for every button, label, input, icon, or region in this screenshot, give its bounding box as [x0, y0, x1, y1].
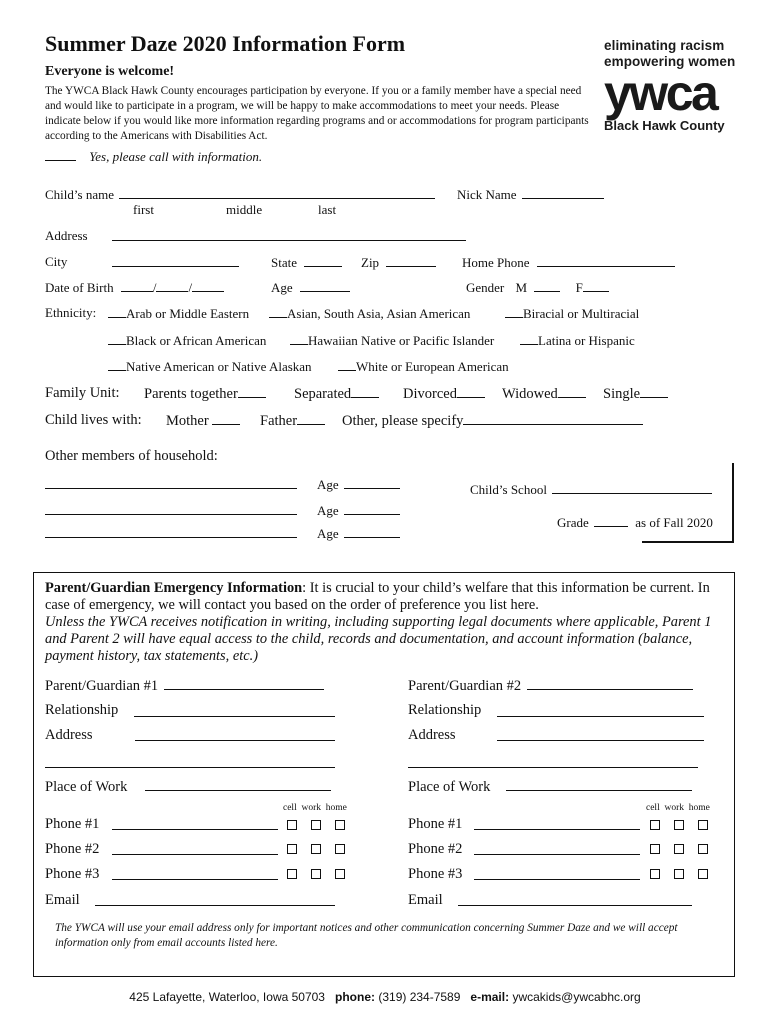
household-age-field[interactable] — [344, 476, 400, 489]
family-unit-option-label: Widowed — [502, 386, 558, 402]
footer — [0, 990, 770, 1004]
family-unit-option-label: Divorced — [403, 386, 457, 402]
parent2-relationship-field[interactable] — [497, 704, 704, 717]
footer-phone: (319) 234-7589 — [378, 990, 461, 1004]
parent1-phone-types — [283, 803, 347, 813]
parent1-work-label: Place of Work — [45, 779, 128, 795]
household-member-field[interactable] — [45, 525, 297, 538]
ywca-logo — [604, 38, 735, 134]
call-option-blank[interactable] — [45, 148, 76, 161]
home-checkbox[interactable] — [698, 869, 708, 879]
parent1-field[interactable] — [164, 677, 324, 690]
parent1-email-label: Email — [45, 892, 80, 908]
parent2-phone2-label: Phone #2 — [408, 841, 463, 857]
lives-with-blank — [297, 412, 325, 425]
state-label: State — [271, 255, 297, 270]
ethnicity-option[interactable] — [290, 332, 494, 349]
ethnicity-blank — [505, 305, 523, 318]
email-disclaimer: The YWCA will use your email address only for important notices and other communication concerning Summer Daze and we will accept information only from email accounts listed here. — [55, 922, 678, 949]
page-title: Summer Daze 2020 Information Form — [45, 31, 406, 56]
parent1-relationship-field[interactable] — [134, 704, 335, 717]
address-field[interactable] — [112, 228, 466, 241]
ethnicity-option-label: Arab or Middle Eastern — [126, 306, 250, 321]
lives-with-other-field[interactable] — [463, 412, 643, 425]
city-label: City — [45, 254, 68, 269]
phone-type-cell: cell — [646, 803, 660, 813]
parent1-work-row — [45, 778, 331, 796]
ethnicity-option[interactable] — [520, 332, 635, 349]
parent1-label: Parent/Guardian #1 — [45, 678, 159, 694]
zip-label: Zip — [361, 255, 380, 270]
logo-tagline-2: empowering women — [604, 54, 736, 69]
family-unit-option[interactable] — [603, 385, 668, 403]
parent1-phone2-types — [287, 844, 345, 854]
cell-checkbox[interactable] — [287, 844, 297, 854]
work-checkbox[interactable] — [674, 844, 684, 854]
ethnicity-option[interactable] — [108, 305, 249, 322]
call-option-row — [45, 148, 262, 165]
ethnicity-option-label: Native American or Native Alaskan — [126, 359, 312, 374]
city-field[interactable] — [112, 254, 239, 267]
parent2-phone-types — [646, 803, 710, 813]
home-checkbox[interactable] — [335, 844, 345, 854]
cell-checkbox[interactable] — [650, 869, 660, 879]
emergency-intro — [45, 580, 725, 665]
emergency-text: : It is crucial to your child’s welfare that this information be current. In case of emergency, we will contact you based on the order of preference you list here. — [45, 580, 710, 613]
work-checkbox[interactable] — [674, 869, 684, 879]
intro-paragraph: The YWCA Black Hawk County encourages participation by everyone. If you or a family member have a special need and would like to participate in a program, we will be happy to make accommodations to meet your needs. Please indicate below if you would like more information regarding programs and or accommodations for program participants according to the Americans with Disabilities Act. — [45, 85, 589, 142]
lives-with-option[interactable] — [166, 412, 240, 430]
home-checkbox[interactable] — [335, 820, 345, 830]
ethnicity-blank — [338, 358, 356, 371]
parent2-work-field[interactable] — [506, 778, 692, 791]
work-checkbox[interactable] — [674, 820, 684, 830]
family-unit-option[interactable] — [294, 385, 379, 403]
parent2-address-field-2[interactable] — [408, 755, 698, 768]
parent2-phone2-field[interactable] — [474, 842, 640, 855]
emergency-italic-text: Unless the YWCA receives notification in writing, including supporting legal documents where applicable, Parent 1 and Parent 2 will have equal access to the child, records and documentation, and account information (balance, payment history, tax statements, etc.) — [45, 614, 712, 664]
parent2-phone3-label: Phone #3 — [408, 866, 463, 882]
parent1-phone2-label: Phone #2 — [45, 841, 100, 857]
parent2-address-label: Address — [408, 727, 456, 743]
parent2-phone1-field[interactable] — [474, 817, 640, 830]
cell-checkbox[interactable] — [650, 820, 660, 830]
family-unit-blank — [558, 385, 586, 398]
parent1-row — [45, 677, 324, 695]
household-age-row — [317, 476, 400, 493]
grade-field[interactable] — [594, 514, 628, 527]
parent1-address-label: Address — [45, 727, 93, 743]
family-unit-blank — [238, 385, 266, 398]
lives-with-option-label: Father — [260, 413, 298, 429]
phone-type-home: home — [688, 803, 710, 813]
phone-type-cell: cell — [283, 803, 297, 813]
gender-row — [466, 279, 609, 296]
page-subtitle: Everyone is welcome! — [45, 64, 175, 79]
parent1-address-field[interactable] — [135, 728, 335, 741]
dob-day-field[interactable] — [156, 279, 188, 292]
parent1-relationship-label: Relationship — [45, 702, 119, 718]
household-age-label: Age — [317, 477, 339, 492]
footer-address: 425 Lafayette, Waterloo, Iowa 50703 — [129, 990, 325, 1004]
parent1-phone3-label: Phone #3 — [45, 866, 100, 882]
childs-name-label: Child’s name — [45, 187, 114, 202]
ethnicity-blank — [108, 358, 126, 371]
parent1-phone1-types — [287, 820, 345, 830]
household-age-row — [317, 502, 400, 519]
lives-with-blank — [212, 412, 240, 425]
ethnicity-blank — [269, 305, 287, 318]
ethnicity-option[interactable] — [108, 332, 266, 349]
zip-field[interactable] — [386, 254, 436, 267]
ethnicity-option[interactable] — [108, 358, 312, 375]
ethnicity-option[interactable] — [338, 358, 509, 375]
name-last-label: last — [318, 202, 337, 217]
work-checkbox[interactable] — [311, 820, 321, 830]
household-age-row — [317, 525, 400, 542]
ethnicity-blank — [520, 332, 538, 345]
parent1-address-field-2[interactable] — [45, 755, 335, 768]
dob-label: Date of Birth — [45, 280, 114, 295]
home-phone-field[interactable] — [537, 254, 675, 267]
state-row — [271, 254, 342, 271]
age-row — [271, 279, 350, 296]
age-label: Age — [271, 280, 293, 295]
family-unit-option-label: Single — [603, 386, 641, 402]
household-member-field[interactable] — [45, 476, 297, 489]
grade-label: Grade — [557, 515, 589, 530]
parent1-phone2-field[interactable] — [112, 842, 278, 855]
household-age-field[interactable] — [344, 502, 400, 515]
ethnicity-blank — [108, 332, 126, 345]
parent2-relationship-label: Relationship — [408, 702, 482, 718]
parent2-phone1-types — [650, 820, 708, 830]
childs-name-field[interactable] — [119, 186, 435, 199]
lives-with-label: Child lives with: — [45, 412, 142, 428]
phone-type-work: work — [664, 803, 684, 813]
gender-m-field[interactable] — [534, 279, 560, 292]
ethnicity-blank — [108, 305, 126, 318]
cell-checkbox[interactable] — [287, 869, 297, 879]
family-unit-option[interactable] — [144, 385, 266, 403]
footer-email[interactable]: ywcakids@ywcabhc.org — [512, 990, 641, 1004]
parent2-address-field[interactable] — [497, 728, 704, 741]
gender-m-label: M — [515, 280, 528, 295]
ethnicity-option-label: Hawaiian Native or Pacific Islander — [308, 333, 495, 348]
household-age-label: Age — [317, 503, 339, 518]
parent1-phone3-types — [287, 869, 345, 879]
home-checkbox[interactable] — [698, 820, 708, 830]
parent1-phone1-field[interactable] — [112, 817, 278, 830]
grade-as-of: as of Fall 2020 — [635, 515, 713, 530]
ethnicity-option-label: Latina or Hispanic — [538, 333, 635, 348]
ethnicity-option[interactable] — [505, 305, 639, 322]
name-middle-label: middle — [226, 202, 263, 217]
nick-name-label: Nick Name — [457, 187, 517, 202]
parent2-phone1-label: Phone #1 — [408, 816, 463, 832]
home-checkbox[interactable] — [335, 869, 345, 879]
parent1-phone1-label: Phone #1 — [45, 816, 100, 832]
name-first-label: first — [133, 202, 154, 217]
ethnicity-option-label: White or European American — [356, 359, 509, 374]
household-age-label: Age — [317, 526, 339, 541]
dob-year-field[interactable] — [192, 279, 224, 292]
home-phone-row — [462, 254, 675, 271]
ethnicity-blank — [290, 332, 308, 345]
lives-with-option-label: Mother — [166, 413, 209, 429]
lives-with-other[interactable] — [342, 412, 643, 430]
home-phone-label: Home Phone — [462, 255, 530, 270]
logo-location: Black Hawk County — [604, 118, 725, 133]
ethnicity-option[interactable] — [269, 305, 470, 322]
parent1-phone3-field[interactable] — [112, 867, 278, 880]
parent1-email-field[interactable] — [95, 893, 335, 906]
parent2-work-label: Place of Work — [408, 779, 491, 795]
nick-name-row — [457, 186, 604, 203]
parent2-work-row — [408, 778, 692, 796]
logo-tagline-1: eliminating racism — [604, 38, 725, 53]
dob-month-field[interactable] — [121, 279, 153, 292]
parent2-email-field[interactable] — [458, 893, 692, 906]
household-age-field[interactable] — [344, 525, 400, 538]
call-option-label: Yes, please call with information. — [89, 149, 263, 164]
parent2-phone3-types — [650, 869, 708, 879]
nick-name-field[interactable] — [522, 186, 604, 199]
family-unit-blank — [351, 385, 379, 398]
school-box-border — [642, 463, 734, 543]
ethnicity-option-label: Asian, South Asia, Asian American — [287, 306, 471, 321]
footer-email-label: e-mail: — [470, 990, 510, 1004]
emergency-heading: Parent/Guardian Emergency Information — [45, 580, 303, 596]
household-label: Other members of household: — [45, 448, 218, 464]
parent1-work-field[interactable] — [145, 778, 331, 791]
household-member-field[interactable] — [45, 502, 297, 515]
ethnicity-label: Ethnicity: — [45, 305, 97, 320]
parent2-field[interactable] — [527, 677, 693, 690]
gender-label: Gender — [466, 280, 505, 295]
parent2-phone3-field[interactable] — [474, 867, 640, 880]
address-label: Address — [45, 228, 88, 243]
family-unit-option[interactable] — [502, 385, 586, 403]
ethnicity-option-label: Black or African American — [126, 333, 267, 348]
ethnicity-option-label: Biracial or Multiracial — [523, 306, 640, 321]
cell-checkbox[interactable] — [650, 844, 660, 854]
parent2-email-label: Email — [408, 892, 443, 908]
family-unit-option-label: Separated — [294, 386, 352, 402]
family-unit-option[interactable] — [403, 385, 485, 403]
work-checkbox[interactable] — [311, 844, 321, 854]
age-field[interactable] — [300, 279, 350, 292]
parent2-row — [408, 677, 693, 695]
lives-with-other-label: Other, please specify — [342, 413, 464, 429]
phone-type-home: home — [325, 803, 347, 813]
childs-name-row — [45, 186, 435, 203]
gender-f-label: F — [575, 280, 583, 295]
logo-brand: ywca — [604, 65, 717, 121]
work-checkbox[interactable] — [311, 869, 321, 879]
footer-phone-label: phone: — [335, 990, 375, 1004]
phone-type-work: work — [301, 803, 321, 813]
lives-with-option[interactable] — [260, 412, 325, 430]
family-unit-blank — [640, 385, 668, 398]
family-unit-option-label: Parents together — [144, 386, 238, 402]
gender-f-field[interactable] — [583, 279, 609, 292]
home-checkbox[interactable] — [698, 844, 708, 854]
family-unit-label: Family Unit: — [45, 385, 120, 401]
school-label: Child’s School — [470, 482, 547, 497]
parent2-label: Parent/Guardian #2 — [408, 678, 522, 694]
state-field[interactable] — [304, 254, 342, 267]
parent2-phone2-types — [650, 844, 708, 854]
cell-checkbox[interactable] — [287, 820, 297, 830]
zip-row — [361, 254, 436, 271]
family-unit-blank — [457, 385, 485, 398]
dob-row: Date of Birth / / — [45, 279, 224, 296]
